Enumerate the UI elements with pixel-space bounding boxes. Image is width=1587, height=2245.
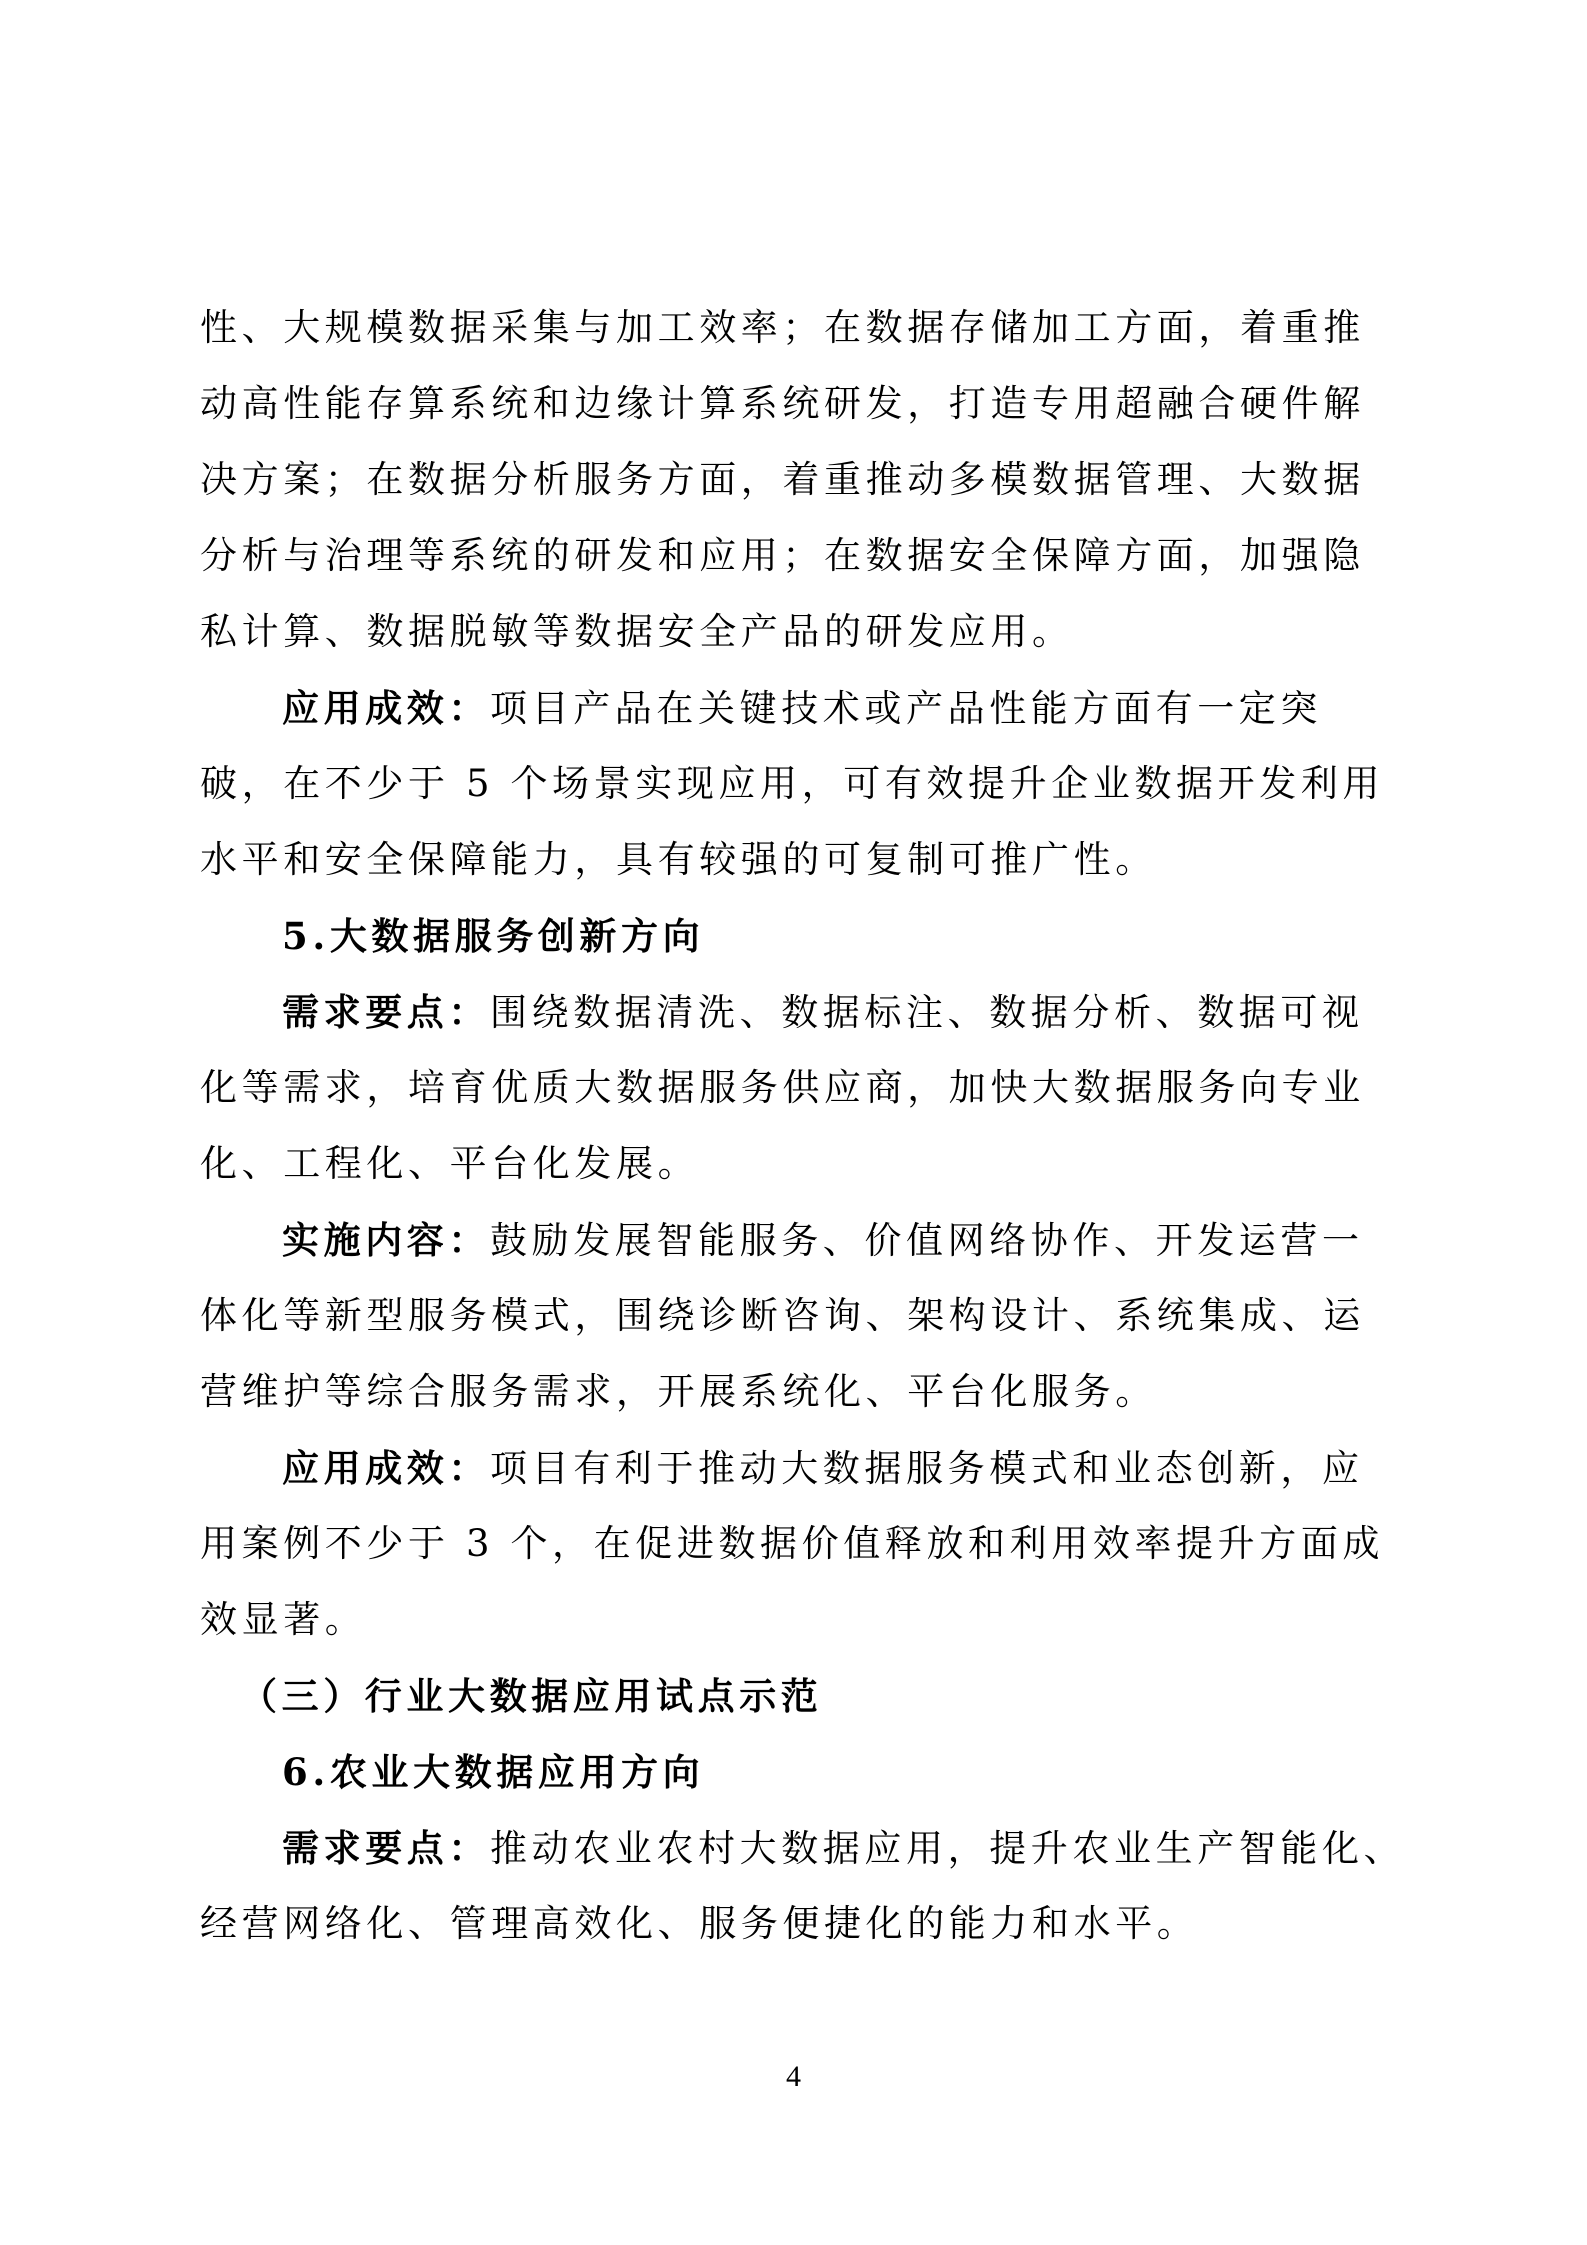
paragraph-text: 推动农业农村大数据应用，提升农业生产智能化、 <box>490 1827 1406 1870</box>
paragraph-first-line <box>282 1202 1386 1278</box>
paragraph-line: 营维护等综合服务需求，开展系统化、平台化服务。 <box>200 1370 1157 1413</box>
paragraph-line: 化、工程化、平台化发展。 <box>200 1142 700 1185</box>
paragraph-first-line <box>282 1810 1406 1886</box>
paragraph-line: 化等需求，培育优质大数据服务供应商，加快大数据服务向专业 <box>200 1066 1365 1109</box>
paragraph-label: 实施内容： <box>282 1218 490 1262</box>
paragraph-label: 需求要点： <box>282 1826 490 1870</box>
paragraph-line: 效显著。 <box>200 1598 367 1641</box>
page-number: 4 <box>786 2060 801 2093</box>
paragraph-line: 决方案；在数据分析服务方面，着重推动多模数据管理、大数据 <box>200 458 1365 501</box>
paragraph-text: 围绕数据清洗、数据标注、数据分析、数据可视 <box>490 991 1364 1034</box>
paragraph-line: 动高性能存算系统和边缘计算系统研发，打造专用超融合硬件解 <box>200 382 1365 425</box>
paragraph-text: 鼓励发展智能服务、价值网络协作、开发运营一 <box>490 1219 1364 1262</box>
paragraph-line: 体化等新型服务模式，围绕诊断咨询、架构设计、系统集成、运 <box>200 1294 1365 1337</box>
paragraph-line: 经营网络化、管理高效化、服务便捷化的能力和水平。 <box>200 1902 1199 1945</box>
paragraph-line: 分析与治理等系统的研发和应用；在数据安全保障方面，加强隐 <box>200 534 1365 577</box>
paragraph-line: 水平和安全保障能力，具有较强的可复制可推广性。 <box>200 838 1157 881</box>
section-heading-3: （三）行业大数据应用试点示范 <box>240 1674 823 1718</box>
subsection-heading-6: 6.农业大数据应用方向 <box>282 1750 705 1794</box>
paragraph-first-line <box>282 974 1386 1050</box>
paragraph-text: 项目有利于推动大数据服务模式和业态创新，应 <box>490 1447 1364 1490</box>
paragraph-line: 破，在不少于 5 个场景实现应用，可有效提升企业数据开发利用 <box>200 762 1385 805</box>
paragraph-first-line <box>282 670 1386 746</box>
subsection-heading-5: 5.大数据服务创新方向 <box>282 914 705 958</box>
paragraph-label: 应用成效： <box>282 686 490 730</box>
paragraph-first-line <box>282 1430 1386 1506</box>
paragraph-line: 私计算、数据脱敏等数据安全产品的研发应用。 <box>200 610 1074 653</box>
paragraph-text: 项目产品在关键技术或产品性能方面有一定突 <box>490 687 1322 730</box>
paragraph-line: 性、大规模数据采集与加工效率；在数据存储加工方面，着重推 <box>200 306 1365 349</box>
paragraph-label: 应用成效： <box>282 1446 490 1490</box>
paragraph-line: 用案例不少于 3 个，在促进数据价值释放和利用效率提升方面成 <box>200 1522 1385 1565</box>
paragraph-label: 需求要点： <box>282 990 490 1034</box>
